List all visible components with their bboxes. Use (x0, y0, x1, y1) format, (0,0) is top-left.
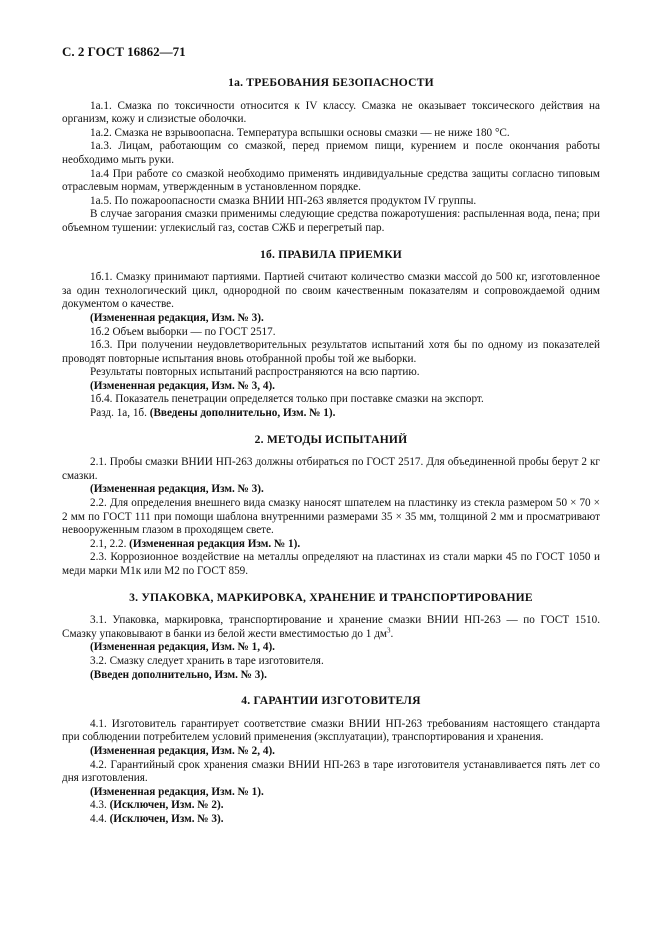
paragraph: 4.2. Гарантийный срок хранения смазки ВНИИ НП-263 в таре изготовителя устанавливается пять лет со дня изготовления. (62, 758, 600, 785)
paragraph: 4.1. Изготовитель гарантирует соответствие смазки ВНИИ НП-263 требованиям настоящего стандарта при соблюдении потребителем условий применения (эксплуатации), транспортирования и хранения. (62, 717, 600, 744)
amendment-note: (Введен дополнительно, Изм. № 3). (90, 668, 267, 681)
paragraph: 3.2. Смазку следует хранить в таре изготовителя. (90, 654, 324, 667)
paragraph (62, 538, 600, 552)
amendment-note: (Измененная редакция, Изм. № 1, 4). (90, 641, 275, 654)
section-title: 1б. ПРАВИЛА ПРИЕМКИ (259, 247, 403, 261)
document-body (62, 76, 600, 827)
section-packaging (62, 591, 600, 683)
paragraph-text: 3.1. Упаковка, маркировка, транспортирование и хранение смазки ВНИИ НП-263 — по ГОСТ 1510. Смазку упаковывают в банки из белой жести вместимостью до 1 дм (62, 614, 600, 640)
paragraph: 1б.3. При получении неудовлетворительных результатов испытаний хотя бы по одному из показателей проводят повторные испытания вновь отобранной пробы той же выборки. (62, 339, 600, 365)
section-title: 2. МЕТОДЫ ИСПЫТАНИЙ (254, 432, 408, 446)
amendment-note: (Измененная редакция Изм. № 1). (129, 537, 301, 550)
paragraph: 2.1. Пробы смазки ВНИИ НП-263 должны отбираться по ГОСТ 2517. Для объединенной пробы берут 2 кг смазки. (62, 456, 600, 482)
paragraph (62, 813, 600, 827)
amendment-note: (Исключен, Изм. № 3). (109, 812, 224, 825)
paragraph: 1б.1. Смазку принимают партиями. Партией считают количество смазки массой до 500 кг, изготовленное за один технологический цикл, однородной по своим качественным показателям и сопровождаемой одним документом о качестве. (62, 271, 600, 311)
paragraph: 1б.4. Показатель пенетрации определяется только при поставке смазки на экспорт. (90, 393, 484, 406)
paragraph: В случае загорания смазки применимы следующие средства пожаротушения: распыленная вода, пена; при объемном тушении: углекислый газ, состав СЖБ и перегретый пар. (62, 208, 600, 234)
section-acceptance-rules (62, 248, 600, 421)
section-manufacturer-warranty (62, 694, 600, 826)
paragraph: 2.3. Коррозионное воздействие на металлы определяют на пластинах из стали марки 45 по ГОСТ 1050 и меди марки М1к или М2 по ГОСТ 859. (62, 551, 600, 577)
section-title: 1а. ТРЕБОВАНИЯ БЕЗОПАСНОСТИ (228, 76, 434, 89)
section-title: 4. ГАРАНТИИ ИЗГОТОВИТЕЛЯ (241, 694, 421, 708)
paragraph: 1а.1. Смазка по токсичности относится к IV классу. Смазка не оказывает токсического действия на организм, кожу и слизистые оболочки. (62, 99, 600, 126)
amendment-note: (Измененная редакция, Изм. № 3). (90, 483, 264, 496)
paragraph-text: Разд. 1а, 1б. (90, 407, 147, 420)
amendment-note: (Измененная редакция, Изм. № 2, 4). (90, 744, 275, 757)
paragraph-text: 4.4. (90, 812, 107, 825)
paragraph-text: 2.1, 2.2. (90, 537, 127, 550)
paragraph (62, 614, 600, 641)
amendment-note: (Измененная редакция, Изм. № 3). (90, 311, 264, 324)
section-test-methods (62, 433, 600, 579)
paragraph (62, 407, 600, 421)
section-safety-requirements (62, 76, 600, 236)
paragraph: 1б.2 Объем выборки — по ГОСТ 2517. (90, 325, 276, 338)
paragraph-text: 4.3. (90, 799, 107, 812)
paragraph: 1а.2. Смазка не взрывоопасна. Температура вспышки основы смазки — не ниже 180 °С. (90, 126, 510, 139)
amendment-note: (Измененная редакция, Изм. № 1). (90, 785, 264, 798)
amendment-note: (Измененная редакция, Изм. № 3, 4). (90, 379, 275, 392)
paragraph: 2.2. Для определения внешнего вида смазку наносят шпателем на пластинку из стекла размером 50 × 70 × 2 мм по ГОСТ 111 при помощи шаблона внутренними размерами 35 × 35 мм, толщиной 2 мм и просматривают невооруженным глазом в проходящем свете. (62, 497, 600, 537)
superscript: 3 (386, 626, 391, 635)
amendment-note: (Исключен, Изм. № 2). (109, 799, 224, 812)
amendment-note: (Введены дополнительно, Изм. № 1). (149, 407, 336, 420)
page-header: С. 2 ГОСТ 16862—71 (62, 44, 186, 59)
section-title: 3. УПАКОВКА, МАРКИРОВКА, ХРАНЕНИЕ И ТРАНСПОРТИРОВАНИЕ (129, 590, 533, 604)
paragraph: 1а.4 При работе со смазкой необходимо применять индивидуальные средства защиты согласно типовым отраслевым нормам, утвержденным в установленном порядке. (62, 167, 600, 194)
paragraph: 1а.5. По пожароопасности смазка ВНИИ НП-263 является продуктом IV группы. (90, 194, 477, 207)
paragraph: Результаты повторных испытаний распространяются на всю партию. (90, 366, 420, 379)
paragraph: 1а.3. Лицам, работающим со смазкой, перед приемом пищи, курением и после окончания работы необходимо мыть руки. (62, 140, 600, 166)
paragraph-end: . (390, 627, 394, 640)
paragraph (62, 799, 600, 813)
